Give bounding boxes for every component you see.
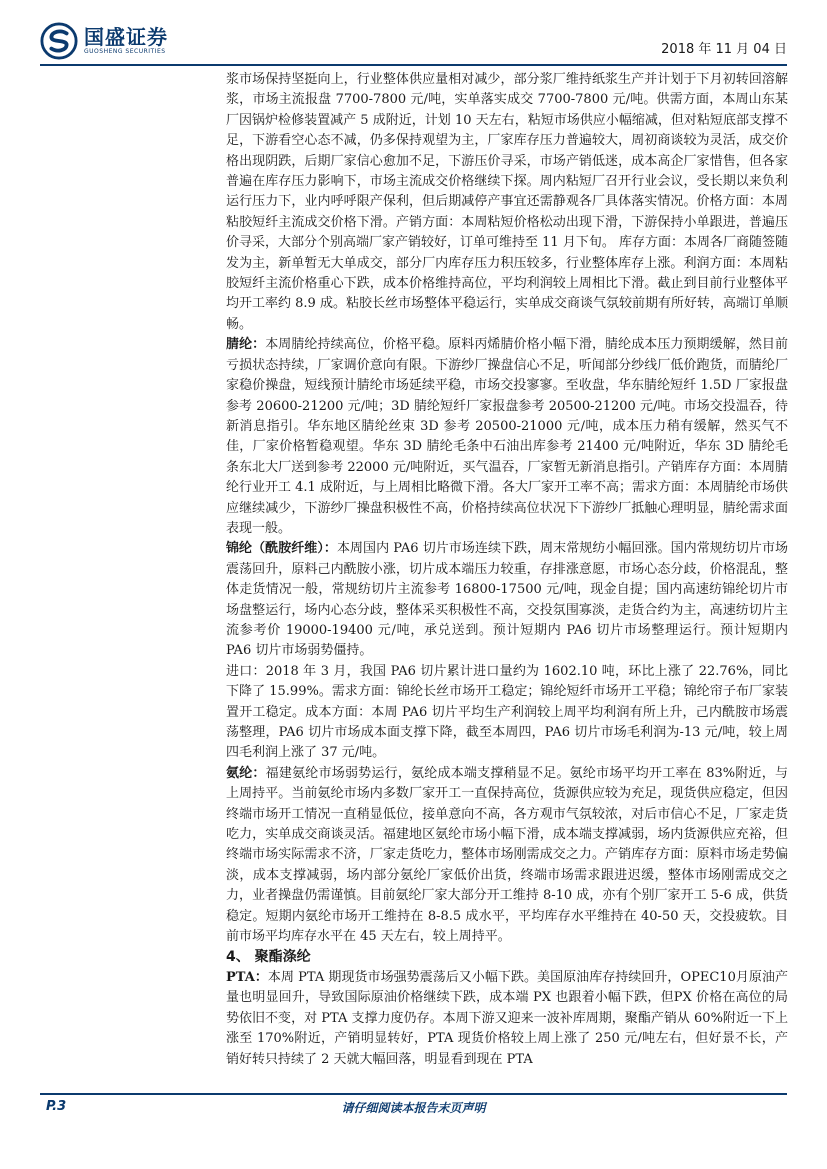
section-heading-polyester: 4、 聚酯涤纶	[226, 949, 311, 966]
spandex-text: 福建氨纶市场弱势运行，氨纶成本端支撑稍显不足。氨纶市场平均开工率在 83%附近，与上周持平。当前氨纶市场内多数厂家开工一直保持高位，货源供应较为充足，现货供应稳定，但因终端市场开工情况一直稍显低位，接单意向不高，各方观市气氛较浓，对后市信心不足，厂家走货吃力，实单成交商谈灵活。福建地区氨纶市场小幅下滑，成本端支撑减弱，场内货源供应充裕，但终端市场实际需求不济，厂家走货吃力，整体市场刚需成交之力。产销库存方面：原料市场走势偏淡，成本支撑减弱，场内部分氨纶厂家低价出货，终端市场需求跟进迟缓，整体市场刚需成交之力，业者操盘仍需谨慎。目前氨纶厂家大部分开工维持 8-10 成，亦有个别厂家开工 5-6 成，供货稳定。短期内氨纶市场开工维持在 8-8.5 成水平，平均库存水平维持在 40-50 天，交投疲软。目前市场平均库存水平在 45 天左右，较上周持平。	[226, 765, 788, 945]
acrylic-text: 本周腈纶持续高位，价格平稳。原料丙烯腈价格小幅下滑，腈纶成本压力预期缓解，然目前亏损状态持续，厂家调价意向有限。下游纱厂操盘信心不足，听闻部分纱线厂低价跑货，而腈纶厂家稳价操盘，短线预计腈纶市场延续平稳，市场交投寥寥。至收盘，华东腈纶短纤 1.5D 厂家报盘参考 20600-21200 元/吨；3D 腈纶短纤厂家报盘参考 20500-21200 元/吨。市场交投温吞，待新消息指引。华东地区腈纶丝束 3D 参考 20500-21000 元/吨，成本压力稍有缓解，然买气不佳，厂家价格暂稳观望。华东 3D 腈纶毛条中石油出库参考 21400 元/吨附近，华东 3D 腈纶毛条东北大厂送到参考 22000 元/吨附近，买气温吞，厂家暂无新消息指引。产销库存方面：本周腈纶行业开工 4.1 成附近，与上周相比略微下滑。各大厂家开工率不高；需求方面：本周腈纶市场供应继续减少，下游纱厂操盘积极性不高，价格持续高位状况下下游纱厂抵触心理明显，腈纶需求面表现一般。	[226, 337, 788, 536]
page-number: P.3	[46, 1099, 67, 1114]
logo-name-en: GUOSHENG SECURITIES	[84, 48, 166, 55]
page-header	[40, 20, 787, 66]
logo-icon	[40, 22, 78, 60]
acrylic-label: 腈纶：	[226, 337, 266, 353]
spandex-paragraph	[226, 764, 788, 948]
nylon-text: 本周国内 PA6 切片市场连续下跌，周末常规纺小幅回涨。国内常规纺切片市场震荡回升，原料己内酰胺小涨，切片成本端压力较重，存排涨意愿，市场心态分歧，价格混乱，整体走货情况一般，常规纺切片主流参考 16800-17500 元/吨，现金自提；国内高速纺锦纶切片市场盘整运行，场内心态分歧，整体采买积极性不高，交投氛围寡淡，走货合约为主，高速纺切片主流参考价 19000-19400 元/吨，承兑送到。预计短期内 PA6 切片市场整理运行。预计短期内 PA6 切片市场弱势僵持。	[226, 541, 788, 659]
pulp-paragraph: 浆市场保持坚挺向上，行业整体供应量相对减少，部分浆厂维持纸浆生产并计划于下月初转回溶解浆，市场主流报盘 7700-7800 元/吨，实单落实成交 7700-7800 元/吨。供需方面，本周山东某厂因锅炉检修装置减产 5 成附近，计划 10 天左右，粘短市场供应小幅缩减，但对粘短底部支撑不足，下游看空心态不减，仍多保持观望为主，厂家库存压力普遍较大，周初商谈较为灵活，成交价格出现阴跌，后期厂家信心愈加不足，下游压价寻采，市场产销低迷，成本高企厂家惜售，但各家普遍在库存压力影响下，市场主流成交价格继续下探。周内粘短厂召开行业会议，受长期以来负利运行压力下，业内呼呼限产保利，但后期减停产事宜还需静观各厂具体落实情况。价格方面：本周粘胶短纤主流成交价格下滑。产销方面：本周粘短价格松动出现下滑，下游保持小单跟进，普遍压价寻采，大部分个别高端厂家产销较好，订单可维持至 11 月下旬。 库存方面：本周各厂商随签随发为主，新单暂无大单成交，部分厂内库存压力积压较多，行业整体库存上涨。利润方面：本周粘胶短纤主流价格重心下跌，成本价格维持高位，平均利润较上周相比下滑。截止到目前行业整体平均开工率约 8.9 成。粘胶长丝市场整体平稳运行，实单成交商谈气氛较前期有所好转，高端订单顺畅。	[226, 72, 788, 332]
pta-paragraph	[226, 968, 788, 1070]
report-body	[226, 70, 788, 1085]
disclaimer-note: 请仔细阅读本报告末页声明	[341, 1101, 486, 1115]
page-footer	[40, 1093, 787, 1119]
acrylic-paragraph	[226, 335, 788, 539]
logo-name-cn: 国盛证券	[84, 25, 168, 49]
pta-label: PTA：	[226, 969, 268, 985]
spandex-label: 氨纶：	[226, 765, 266, 781]
nylon-import-paragraph: 进口：2018 年 3 月，我国 PA6 切片累计进口量约为 1602.10 吨，环比上涨了 22.76%，同比下降了 15.99%。需求方面：锦纶长丝市场开工稳定；锦纶短纤市场开工平稳；锦纶帘子布厂家装置开工稳定。成本方面：本周 PA6 切片平均生产利润较上周平均利润有所上升，己内酰胺市场震荡整理，PA6 切片市场成本面支撑下降，截至本周四，PA6 切片市场毛利润为-13 元/吨，较上周四毛利润上涨了 37 元/吨。	[226, 663, 788, 761]
nylon-label: 锦纶（酰胺纤维）：	[226, 541, 337, 557]
pta-text: 本周 PTA 期现货市场强势震荡后又小幅下跌。美国原油库存持续回升，OPEC10月原油产量也明显回升，导致国际原油价格继续下跌，成本端 PX 也跟着小幅下跌，但PX 价格在高位的局势依旧不变，对 PTA 支撑力度仍存。本周下游又迎来一波补库周期，聚酯产销从 60%附近一下上涨至 170%附近，产销明显转好，PTA 现货价格较上周上涨了 250 元/吨左右，但好景不长，产销好转只持续了 2 天就大幅回落，明显看到现在 PTA	[226, 969, 788, 1067]
company-logo	[40, 22, 168, 60]
report-date: 2018 年 11 月 04 日	[661, 42, 787, 57]
nylon-paragraph	[226, 539, 788, 661]
